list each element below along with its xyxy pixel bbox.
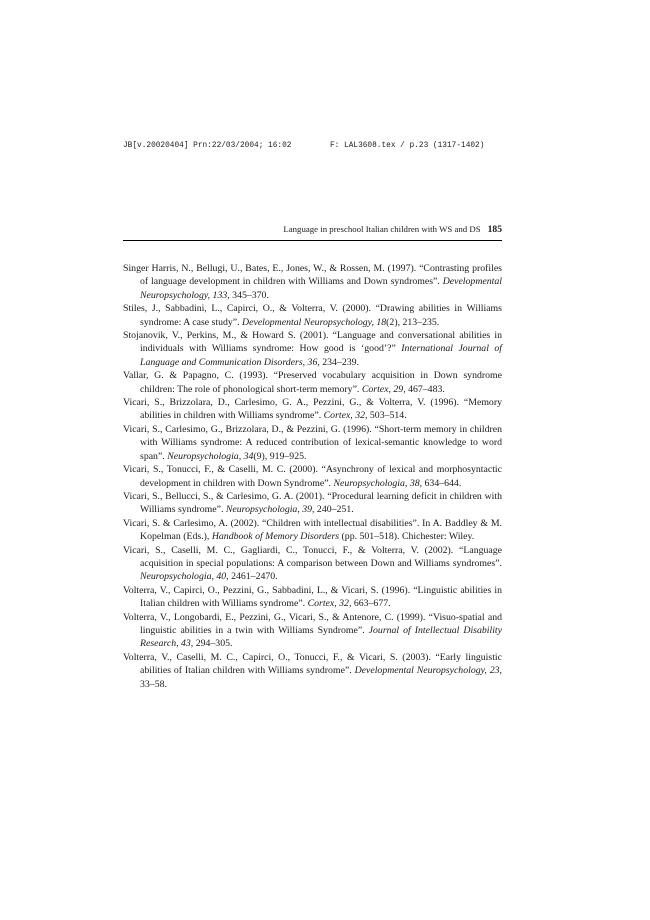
reference-text-segment: Stojanovik, V., Perkins, M., & Howard S. (2001). “Language and conversational abilities in individuals with Williams syndrome: How good is ‘good’?” xyxy=(123,330,502,355)
reference-journal-segment: Developmental Neuropsychology, 133 xyxy=(140,276,502,301)
reference-journal-segment: Developmental Neuropsychology, 18 xyxy=(242,316,387,328)
running-head-title: Language in preschool Italian children with WS and DS xyxy=(283,224,481,234)
reference-journal-segment: Developmental Neuropsychology, 23 xyxy=(354,665,500,677)
reference-journal-segment: Cortex, 32 xyxy=(323,410,365,422)
reference-journal-segment: Cortex, 29 xyxy=(361,383,404,395)
reference-text-segment: , 503–514. xyxy=(365,410,407,422)
reference-journal-segment: Neuropsychologia, 38 xyxy=(333,477,420,489)
reference-text-segment: Vicari, S., Tonucci, F., & Caselli, M. C. (2000). “Asynchrony of lexical and morphosyntactic development in children with Down Syndrome”. xyxy=(123,464,502,489)
reference-entry xyxy=(123,611,502,651)
print-meta-left: JB[v.20020404] Prn:22/03/2004; 16:02 xyxy=(123,142,292,150)
reference-journal-segment: Neuropsychologia, 39 xyxy=(225,504,313,516)
reference-text-segment: Stiles, J., Sabbadini, L., Capirci, O., & Volterra, V. (2000). “Drawing abilities in Williams syndrome: A case study”. xyxy=(123,303,502,328)
reference-entry xyxy=(123,463,502,490)
reference-text-segment: Volterra, V., Longobardi, E., Pezzini, G., Vicari, S., & Antenore, C. (1999). “Visuo-spatial and linguistic abilities in a twin with Williams Syndrome”. xyxy=(123,611,502,636)
reference-entry xyxy=(123,651,502,691)
reference-text-segment: , 345–370. xyxy=(227,289,269,301)
reference-journal-segment: Neuropsychologia, 40 xyxy=(140,571,227,583)
reference-journal-segment: Journal of Intellectual Disability Research, 43 xyxy=(140,624,503,650)
reference-text-segment: Vicari, S., Carlesimo, G., Brizzolara, D., & Pezzini, G. (1996). “Short-term memory in children with Williams syndrome: A reduced contribution of lexical-semantic knowledge to word span”. xyxy=(123,423,502,462)
reference-entry xyxy=(123,329,502,369)
reference-entry xyxy=(123,423,502,463)
reference-text-segment: , 634–644. xyxy=(419,477,462,489)
reference-text-segment: (2), 213–235. xyxy=(386,316,440,328)
reference-entry xyxy=(123,369,502,396)
reference-text-segment: Vallar, G. & Papagno, C. (1993). “Preserved vocabulary acquisition in Down syndrome children: The role of phonological short-term memory”. xyxy=(123,370,502,395)
reference-text-segment: Volterra, V., Capirci, O., Pezzini, G., Sabbadini, L., & Vicari, S. (1996). “Linguistic abilities in Italian children with Williams syndrome”. xyxy=(123,584,502,610)
reference-entry xyxy=(123,544,502,584)
reference-text-segment: , 2461–2470. xyxy=(226,571,278,583)
page-number: 185 xyxy=(487,224,502,235)
reference-entry xyxy=(123,302,502,329)
running-head xyxy=(123,224,502,235)
header-rule xyxy=(123,240,502,241)
reference-text-segment: , 467–483. xyxy=(403,383,445,395)
reference-text-segment: Vicari, S., Bellucci, S., & Carlesimo, G. A. (2001). “Procedural learning deficit in children with Williams syndrome”. xyxy=(123,490,502,516)
reference-text-segment: (9), 919–925. xyxy=(253,450,307,462)
reference-entry xyxy=(123,517,502,544)
reference-text-segment: , 240–251. xyxy=(312,504,354,516)
print-meta-right: F: LAL3608.tex / p.23 (1317-1402) xyxy=(330,142,485,150)
reference-text-segment: Vicari, S. & Carlesimo, A. (2002). “Children with intellectual disabilities”. In A. Baddley & M. Kopelman (Eds.), xyxy=(123,517,502,543)
reference-text-segment: , 663–677. xyxy=(348,598,391,610)
reference-text-segment: , 234–239. xyxy=(317,356,359,368)
reference-text-segment: , 294–305. xyxy=(190,638,233,650)
reference-text-segment: Volterra, V., Caselli, M. C., Capirci, O., Tonucci, F., & Vicari, S. (2003). “Early linguistic abilities of Italian children with Williams syndrome”. xyxy=(123,651,502,677)
reference-text-segment: Vicari, S., Brizzolara, D., Carlesimo, G. A., Pezzini, G., & Volterra, V. (1996). “Memory abilities in children with Williams syndrome”. xyxy=(123,397,502,422)
reference-entry xyxy=(123,396,502,423)
print-metadata xyxy=(123,142,502,154)
reference-text-segment: , 33–58. xyxy=(140,665,502,690)
reference-entry xyxy=(123,584,502,611)
reference-journal-segment: International Journal of Language and Communication Disorders, 36 xyxy=(140,343,503,368)
reference-text-segment: Vicari, S., Caselli, M. C., Gagliardi, C., Tonucci, F., & Volterra, V. (2002). “Language acquisition in special populations: A comparison between Down and Williams syndromes”. xyxy=(123,544,502,569)
reference-text-segment: (pp. 501–518). Chichester: Wiley. xyxy=(339,531,475,543)
reference-journal-segment: Neuropsychologia, 34 xyxy=(167,450,254,462)
reference-journal-segment: Handbook of Memory Disorders xyxy=(211,531,340,543)
reference-entry xyxy=(123,262,502,302)
reference-journal-segment: Cortex, 32 xyxy=(307,598,349,610)
reference-entry xyxy=(123,490,502,517)
reference-text-segment: Singer Harris, N., Bellugi, U., Bates, E., Jones, W., & Rossen, M. (1997). “Contrasting profiles of language development in children with Williams and Down syndromes”. xyxy=(123,263,502,288)
references-list xyxy=(123,262,502,691)
